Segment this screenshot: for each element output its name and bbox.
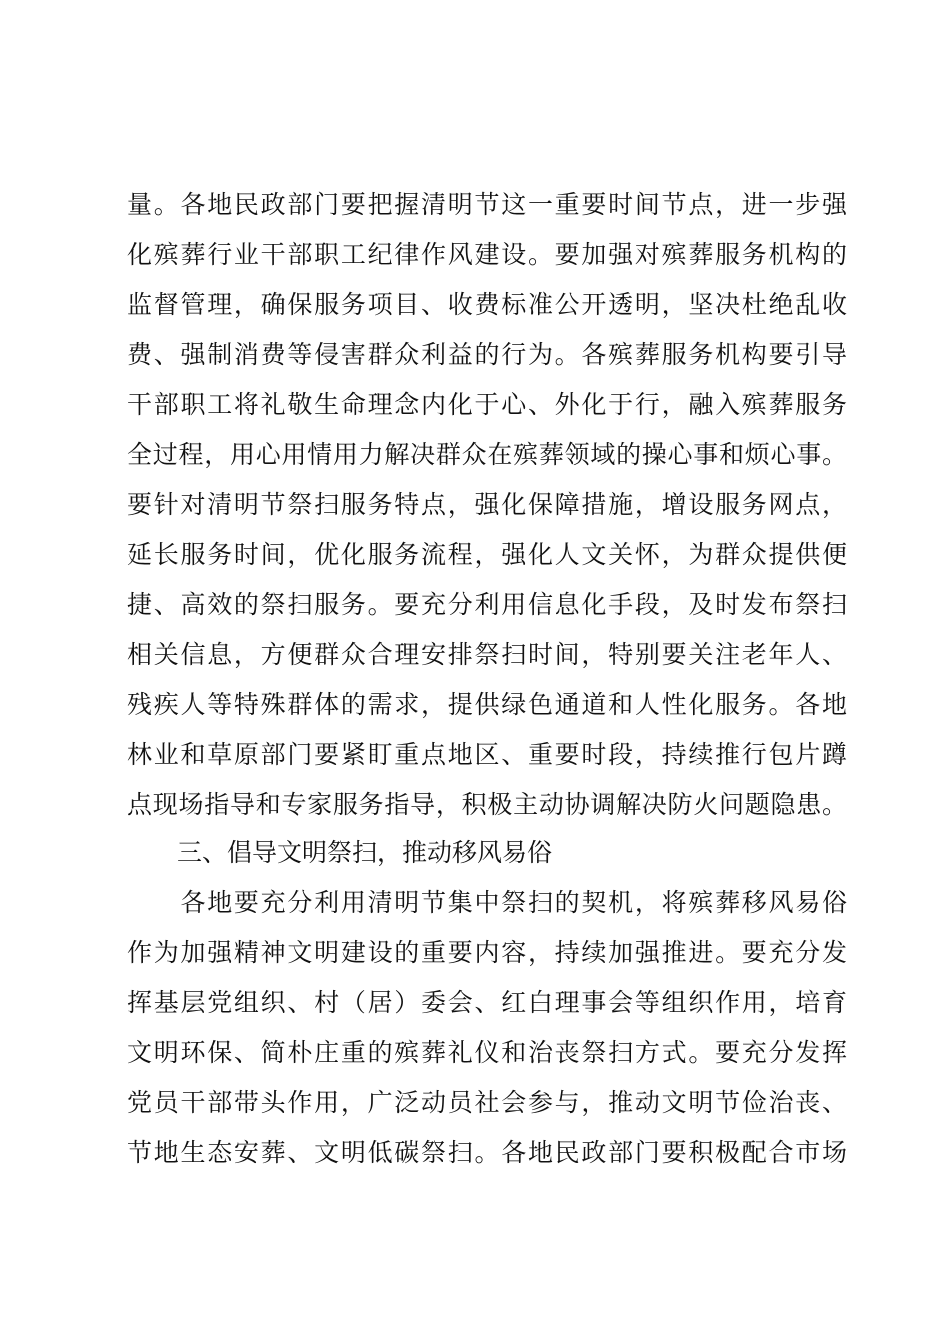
text-line: 挥基层党组织、村（居）委会、红白理事会等组织作用，培育 [127, 988, 847, 1017]
text-line: 点现场指导和专家服务指导，积极主动协调解决防火问题隐患。 [127, 790, 847, 819]
section-heading: 三、倡导文明祭扫，推动移风易俗 [177, 838, 553, 867]
text-line: 文明环保、简朴庄重的殡葬礼仪和治丧祭扫方式。要充分发挥 [127, 1038, 847, 1067]
text-line: 各地要充分利用清明节集中祭扫的契机，将殡葬移风易俗 [127, 888, 847, 917]
text-line: 作为加强精神文明建设的重要内容，持续加强推进。要充分发 [127, 938, 847, 967]
text-line: 费、强制消费等侵害群众利益的行为。各殡葬服务机构要引导 [127, 340, 847, 369]
text-line: 捷、高效的祭扫服务。要充分利用信息化手段，及时发布祭扫 [127, 590, 847, 619]
text-line: 全过程，用心用情用力解决群众在殡葬领域的操心事和烦心事。 [127, 440, 847, 469]
body-paragraph-2 [127, 878, 847, 1178]
body-paragraph-1 [127, 180, 847, 830]
text-line: 量。各地民政部门要把握清明节这一重要时间节点，进一步强 [127, 190, 847, 219]
text-line: 监督管理，确保服务项目、收费标准公开透明，坚决杜绝乱收 [127, 290, 847, 319]
text-line: 干部职工将礼敬生命理念内化于心、外化于行，融入殡葬服务 [127, 390, 847, 419]
text-line: 节地生态安葬、文明低碳祭扫。各地民政部门要积极配合市场 [127, 1138, 847, 1167]
text-line: 林业和草原部门要紧盯重点地区、重要时段，持续推行包片蹲 [127, 740, 847, 769]
text-line: 残疾人等特殊群体的需求，提供绿色通道和人性化服务。各地 [127, 690, 847, 719]
text-line: 党员干部带头作用，广泛动员社会参与，推动文明节俭治丧、 [127, 1088, 847, 1117]
text-line: 相关信息，方便群众合理安排祭扫时间，特别要关注老年人、 [127, 640, 847, 669]
text-line: 化殡葬行业干部职工纪律作风建设。要加强对殡葬服务机构的 [127, 240, 847, 269]
text-line: 延长服务时间，优化服务流程，强化人文关怀，为群众提供便 [127, 540, 847, 569]
text-line: 要针对清明节祭扫服务特点，强化保障措施，增设服务网点， [127, 490, 847, 519]
